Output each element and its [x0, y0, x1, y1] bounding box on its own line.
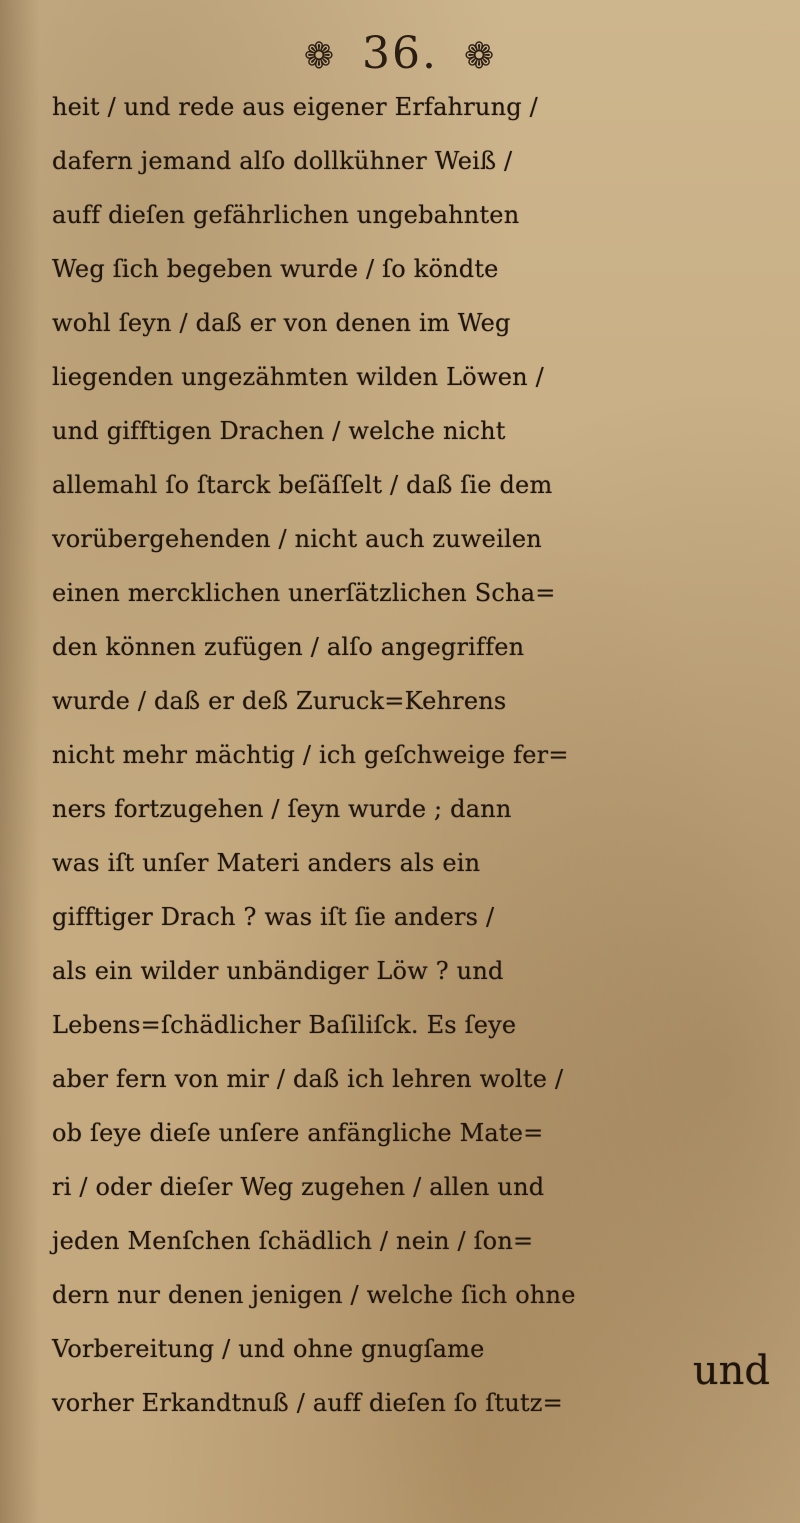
text-line: heit / und rede aus eigener Erfahrung / — [52, 93, 538, 121]
text-line: ri / oder dieſer Weg zugehen / allen und — [52, 1173, 545, 1201]
text-line: gifftiger Drach ? was iſt ſie anders / — [52, 903, 495, 931]
text-line: Vorbereitung / und ohne gnugſame — [52, 1335, 485, 1363]
text-line: vorübergehenden / nicht auch zuweilen — [52, 525, 542, 553]
text-line: Lebens=ſchädlicher Baſiliſck. Es ſeye — [52, 1011, 517, 1039]
text-line: nicht mehr mächtig / ich geſchweige fer= — [52, 741, 569, 769]
text-line: einen mercklichen unerſätzlichen Scha= — [52, 579, 556, 607]
text-line: aber fern von mir / daß ich lehren wolte / — [52, 1065, 564, 1093]
text-line: vorher Erkandtnuß / auff dieſen ſo ſtutz= — [52, 1389, 563, 1417]
page-number: 36. — [362, 28, 438, 79]
page-edge-shadow — [0, 0, 40, 1523]
right-ornament-icon: ❁ — [463, 36, 497, 77]
text-line: was iſt unſer Materi anders als ein — [52, 849, 481, 877]
text-line: als ein wilder unbändiger Löw ? und — [52, 957, 504, 985]
body-text — [52, 80, 792, 1430]
text-line: allemahl ſo ſtarck beſäſſelt / daß ſie dem — [52, 471, 553, 499]
left-ornament-icon: ❁ — [303, 36, 336, 77]
text-line: wohl ſeyn / daß er von denen im Weg — [52, 309, 511, 337]
text-line: dafern jemand alſo dollkühner Weiß / — [52, 147, 513, 175]
page-header — [0, 28, 800, 79]
text-line: ners fortzugehen / ſeyn wurde ; dann — [52, 795, 512, 823]
text-line: Weg ſich begeben wurde / ſo köndte — [52, 255, 499, 283]
text-line: ob ſeye dieſe unſere anfängliche Mate= — [52, 1119, 544, 1147]
text-line: auff dieſen gefährlichen ungebahnten — [52, 201, 520, 229]
text-line: den können zufügen / alſo angegriffen — [52, 633, 525, 661]
catchword: und — [692, 1348, 770, 1394]
text-line: dern nur denen jenigen / welche ſich ohne — [52, 1281, 576, 1309]
text-line: jeden Menſchen ſchädlich / nein / ſon= — [52, 1227, 534, 1255]
text-line: wurde / daß er deß Zuruck=Kehrens — [52, 687, 507, 715]
text-line: liegenden ungezähmten wilden Löwen / — [52, 363, 544, 391]
text-line: und gifftigen Drachen / welche nicht — [52, 417, 506, 445]
